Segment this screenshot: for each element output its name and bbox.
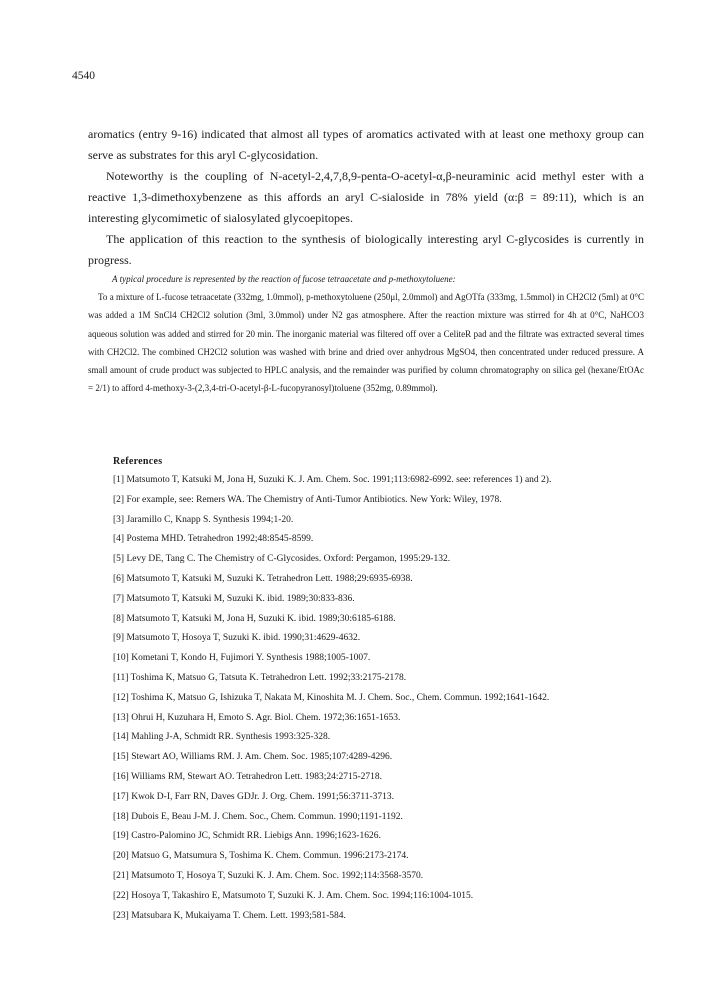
paragraph-coupling: Noteworthy is the coupling of N-acetyl-2,4,7,8,9-penta-O-acetyl-α,β-neuraminic acid methyl ester with a reactive 1,3-dimethoxybenzene as this affords an aryl C-sialoside in 78% yield (α:β = 89:11), which is an interesting glycomimetic of sialosylated glycoepitopes.: [88, 169, 644, 225]
procedure-body: To a mixture of L-fucose tetraacetate (332mg, 1.0mmol), p-methoxytoluene (250μl, 2.0mmol) and AgOTfa (333mg, 1.5mmol) in CH2Cl2 (5ml) at 0°C was added a 1M SnCl4 CH2Cl2 solution (3ml, 3.0mmol) under N2 gas atmosphere. After the reaction mixture was stirred for 4h at 0°C, NaHCO3 aqueous solution was added and stirred for 20 min. The inorganic material was filtered off over a CeliteR pad and the filtrate was extracted several times with CH2Cl2. The combined CH2Cl2 solution was washed with brine and dried over anhydrous MgSO4, then concentrated under reduced pressure. A small amount of crude product was subjected to HPLC analysis, and the remainder was purified by column chromatography on silica gel (hexane/EtOAc = 2/1) to afford 4-methoxy-3-(2,3,4-tri-O-acetyl-β-L-fucopyranosyl)toluene (352mg, 0.89mmol).: [88, 292, 644, 394]
reference-item: [13] Ohrui H, Kuzuhara H, Emoto S. Agr. Biol. Chem. 1972;36:1651-1653.: [113, 712, 401, 723]
reference-item: [22] Hosoya T, Takashiro E, Matsumoto T, Suzuki K. J. Am. Chem. Soc. 1994;116:1004-1015.: [113, 890, 474, 901]
references-list: [113, 471, 653, 926]
reference-item: [6] Matsumoto T, Katsuki M, Suzuki K. Tetrahedron Lett. 1988;29:6935-6938.: [113, 573, 413, 584]
paragraph-application: The application of this reaction to the synthesis of biologically interesting aryl C-glycosides is currently in progress.: [88, 232, 644, 267]
references-section: [113, 456, 653, 926]
reference-item: [15] Stewart AO, Williams RM. J. Am. Chem. Soc. 1985;107:4289-4296.: [113, 752, 393, 763]
reference-item: [3] Jaramillo C, Knapp S. Synthesis 1994;1-20.: [113, 514, 294, 525]
reference-item: [16] Williams RM, Stewart AO. Tetrahedron Lett. 1983;24:2715-2718.: [113, 771, 383, 782]
reference-item: [2] For example, see: Remers WA. The Chemistry of Anti-Tumor Antibiotics. New York: Wiley, 1978.: [113, 494, 502, 505]
reference-item: [12] Toshima K, Matsuo G, Ishizuka T, Nakata M, Kinoshita M. J. Chem. Soc., Chem. Commun. 1992;1641-1642.: [113, 692, 550, 703]
reference-item: [19] Castro-Palomino JC, Schmidt RR. Liebigs Ann. 1996;1623-1626.: [113, 831, 381, 842]
reference-item: [7] Matsumoto T, Katsuki M, Suzuki K. ibid. 1989;30:833-836.: [113, 593, 355, 604]
page-number: 4540: [72, 70, 95, 82]
reference-item: [8] Matsumoto T, Katsuki M, Jona H, Suzuki K. ibid. 1989;30:6185-6188.: [113, 613, 396, 624]
reference-item: [20] Matsuo G, Matsumura S, Toshima K. Chem. Commun. 1996:2173-2174.: [113, 851, 409, 862]
reference-item: [11] Toshima K, Matsuo G, Tatsuta K. Tetrahedron Lett. 1992;33:2175-2178.: [113, 672, 407, 683]
paragraph-aromatics: aromatics (entry 9-16) indicated that almost all types of aromatics activated with at least one methoxy group can serve as substrates for this aryl C-glycosidation.: [88, 127, 644, 162]
procedure-title: A typical procedure is represented by the reaction of fucose tetraacetate and p-methoxytoluene:: [112, 274, 456, 284]
reference-item: [4] Postema MHD. Tetrahedron 1992;48:8545-8599.: [113, 534, 314, 545]
reference-item: [23] Matsubara K, Mukaiyama T. Chem. Lett. 1993;581-584.: [113, 910, 346, 921]
reference-item: [5] Levy DE, Tang C. The Chemistry of C-Glycosides. Oxford: Pergamon, 1995:29-132.: [113, 554, 451, 565]
reference-item: [14] Mahling J-A, Schmidt RR. Synthesis 1993:325-328.: [113, 732, 331, 743]
reference-item: [18] Dubois E, Beau J-M. J. Chem. Soc., Chem. Commun. 1990;1191-1192.: [113, 811, 403, 822]
reference-item: [10] Kometani T, Kondo H, Fujimori Y. Synthesis 1988;1005-1007.: [113, 653, 371, 664]
body-text: [88, 124, 644, 271]
reference-item: [21] Matsumoto T, Hosoya T, Suzuki K. J. Am. Chem. Soc. 1992;114:3568-3570.: [113, 870, 424, 881]
reference-item: [9] Matsumoto T, Hosoya T, Suzuki K. ibid. 1990;31:4629-4632.: [113, 633, 361, 644]
references-heading: References: [113, 456, 163, 467]
typical-procedure: [88, 270, 644, 397]
reference-item: [17] Kwok D-I, Farr RN, Daves GDJr. J. Org. Chem. 1991;56:3711-3713.: [113, 791, 395, 802]
reference-item: [1] Matsumoto T, Katsuki M, Jona H, Suzuki K. J. Am. Chem. Soc. 1991;113:6982-6992. see: references 1) and 2).: [113, 475, 552, 485]
